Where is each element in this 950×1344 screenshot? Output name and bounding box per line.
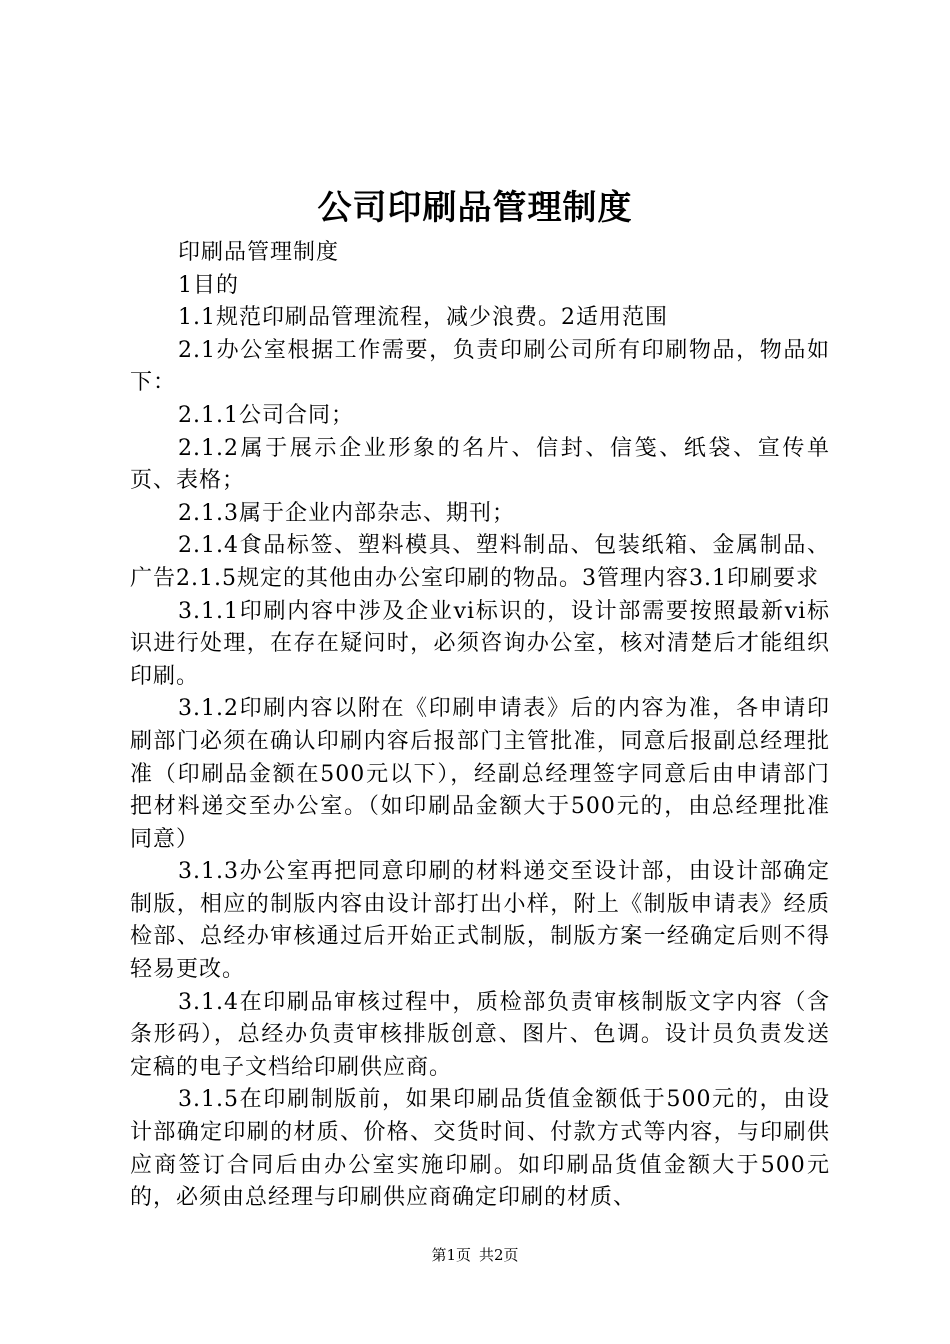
paragraph: 印刷品管理制度 (178, 240, 340, 265)
page-footer (0, 1245, 950, 1265)
paragraph: 2.1.3属于企业内部杂志、期刊； (178, 500, 515, 526)
paragraph: 2.1.1公司合同； (178, 402, 354, 428)
paragraph: 2.1.4食品标签、塑料模具、塑料制品、包装纸箱、金属制品、广告2.1.5规定的其他由办公室印刷的物品。3管理内容3.1印刷要求 (130, 533, 830, 591)
document-body (130, 237, 830, 1215)
paragraph: 3.1.2印刷内容以附在《印刷申请表》后的内容为准，各申请印刷部门必须在确认印刷内容后报部门主管批准，同意后报副总经理批准（印刷品金额在500元以下），经副总经理签字同意后由申请部门把材料递交至办公室。（如印刷品金额大于500元的，由总经理批准同意） (130, 696, 830, 852)
paragraph: 2.1办公室根据工作需要，负责印刷公司所有印刷物品，物品如下： (130, 337, 830, 396)
paragraph: 3.1.4在印刷品审核过程中，质检部负责审核制版文字内容（含条形码），总经办负责审核排版创意、图片、色调。设计员负责发送定稿的电子文档给印刷供应商。 (130, 989, 830, 1080)
page-number: 第1页 (431, 1246, 471, 1264)
paragraph: 3.1.3办公室再把同意印刷的材料递交至设计部，由设计部确定制版，相应的制版内容由设计部打出小样，附上《制版申请表》经质检部、总经办审核通过后开始正式制版，制版方案一经确定后则不得轻易更改。 (130, 859, 830, 983)
paragraph: 1目的 (178, 272, 239, 298)
document-title: 公司印刷品管理制度 (317, 188, 633, 228)
paragraph: 3.1.1印刷内容中涉及企业vi标识的，设计部需要按照最新vi标识进行处理，在存在疑问时，必须咨询办公室，核对清楚后才能组织印刷。 (130, 598, 830, 689)
page-count: 共2页 (479, 1246, 519, 1264)
paragraph: 3.1.5在印刷制版前，如果印刷品货值金额低于500元的，由设计部确定印刷的材质、价格、交货时间、付款方式等内容，与印刷供应商签订合同后由办公室实施印刷。如印刷品货值金额大于500元的，必须由总经理与印刷供应商确定印刷的材质、 (130, 1087, 830, 1211)
paragraph: 1.1规范印刷品管理流程，减少浪费。2适用范围 (178, 305, 668, 331)
paragraph: 2.1.2属于展示企业形象的名片、信封、信笺、纸袋、宣传单页、表格； (130, 435, 830, 494)
